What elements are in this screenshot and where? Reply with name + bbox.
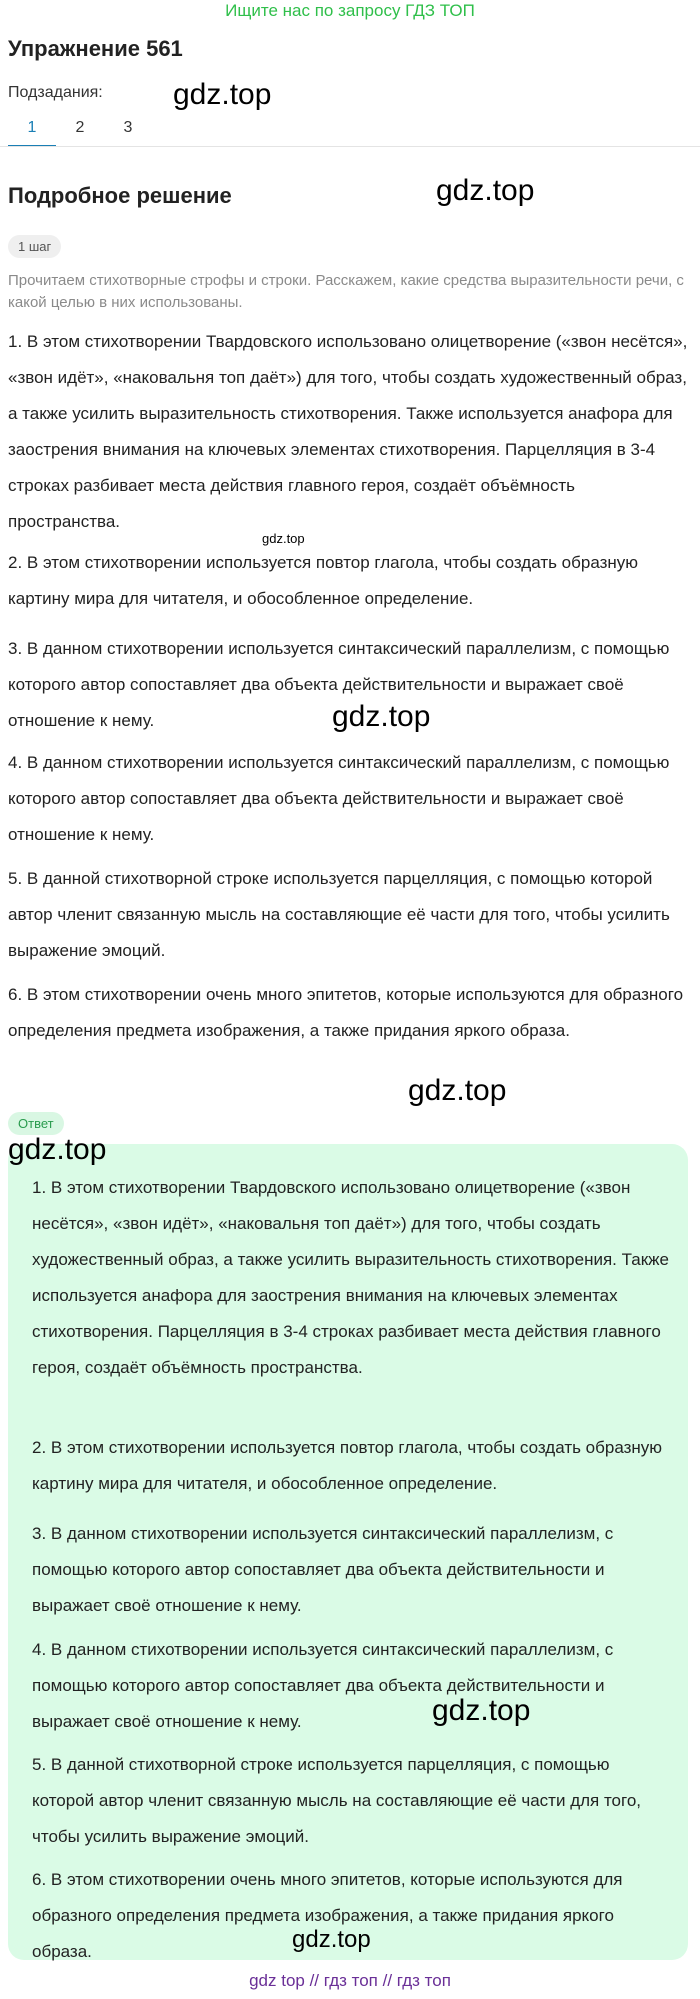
watermark: gdz.top xyxy=(408,1074,507,1107)
tab-3[interactable]: 3 xyxy=(123,119,133,136)
watermark: gdz.top xyxy=(173,78,272,111)
answer-paragraph-6: 6. В этом стихотворении очень много эпитетов, которые используются для образного определения предмета изображения, а также придания яркого образа. xyxy=(32,1870,623,1961)
step-badge: 1 шаг xyxy=(8,235,61,258)
watermark: gdz.top xyxy=(8,1133,107,1166)
subtasks-label: Подзадания: xyxy=(8,84,103,101)
answer-paragraph-4: 4. В данном стихотворении используется синтаксический параллелизм, с помощью которого автор сопоставляет два объекта действительности и выражает своё отношение к нему. xyxy=(32,1640,614,1731)
watermark: gdz.top xyxy=(432,1694,531,1727)
solution-paragraph-5: 5. В данной стихотворной строке используется парцелляция, с помощью которой автор членит связанную мысль на составляющие её части для того, чтобы усилить выражение эмоций. xyxy=(8,869,670,960)
answer-paragraph-2: 2. В этом стихотворении используется повтор глагола, чтобы создать образную картину мира для читателя, и обособленное определение. xyxy=(32,1438,663,1493)
answer-paragraph-1: 1. В этом стихотворении Твардовского использовано олицетворение («звон несётся», «звон идёт», «наковальня топ даёт») для того, чтобы создать художественный образ, а также усилить выразительность стихотворения. Также используется анафора для заострения внимания на ключевых элементах стихотворения. Парцелляция в 3-4 строках разбивает места действия главного героя, создаёт объёмность пространства. xyxy=(32,1178,669,1377)
answer-badge: Ответ xyxy=(8,1112,64,1135)
answer-paragraph-3: 3. В данном стихотворении используется синтаксический параллелизм, с помощью которого автор сопоставляет два объекта действительности и выражает своё отношение к нему. xyxy=(32,1524,614,1615)
subtask-tabs xyxy=(8,113,152,147)
watermark: gdz.top xyxy=(292,1926,371,1953)
watermark: gdz.top xyxy=(332,700,431,733)
page-title: Упражнение 561 xyxy=(8,36,183,61)
solution-paragraph-2: 2. В этом стихотворении используется повтор глагола, чтобы создать образную картину мира для читателя, и обособленное определение. xyxy=(8,553,639,608)
section-title: Подробное решение xyxy=(8,183,232,208)
answer-paragraph-5: 5. В данной стихотворной строке используется парцелляция, с помощью которой автор членит связанную мысль на составляющие её части для того, чтобы усилить выражение эмоций. xyxy=(32,1755,642,1846)
footer-links[interactable]: gdz top // гдз топ // гдз топ xyxy=(249,1971,451,1990)
divider xyxy=(0,146,700,147)
solution-paragraph-3: 3. В данном стихотворении используется синтаксический параллелизм, с помощью которого автор сопоставляет два объекта действительности и выражает своё отношение к нему. xyxy=(8,639,670,730)
watermark: gdz.top xyxy=(436,174,535,207)
solution-paragraph-4: 4. В данном стихотворении используется синтаксический параллелизм, с помощью которого автор сопоставляет два объекта действительности и выражает своё отношение к нему. xyxy=(8,753,670,844)
intro-text: Прочитаем стихотворные строфы и строки. Расскажем, какие средства выразительности речи, с какой целью в них использованы. xyxy=(8,272,684,311)
solution-paragraph-6: 6. В этом стихотворении очень много эпитетов, которые используются для образного определения предмета изображения, а также придания яркого образа. xyxy=(8,985,684,1040)
tab-1[interactable]: 1 xyxy=(8,113,56,147)
search-banner: Ищите нас по запросу ГДЗ ТОП xyxy=(225,1,475,20)
tab-2[interactable]: 2 xyxy=(75,119,85,136)
watermark: gdz.top xyxy=(262,531,305,546)
solution-paragraph-1: 1. В этом стихотворении Твардовского использовано олицетворение («звон несётся», «звон идёт», «наковальня топ даёт») для того, чтобы создать художественный образ, а также усилить выразительность стихотворения. Также используется анафора для заострения внимания на ключевых элементах стихотворения. Парцелляция в 3-4 строках разбивает места действия главного героя, создаёт объёмность пространства. xyxy=(8,332,688,531)
